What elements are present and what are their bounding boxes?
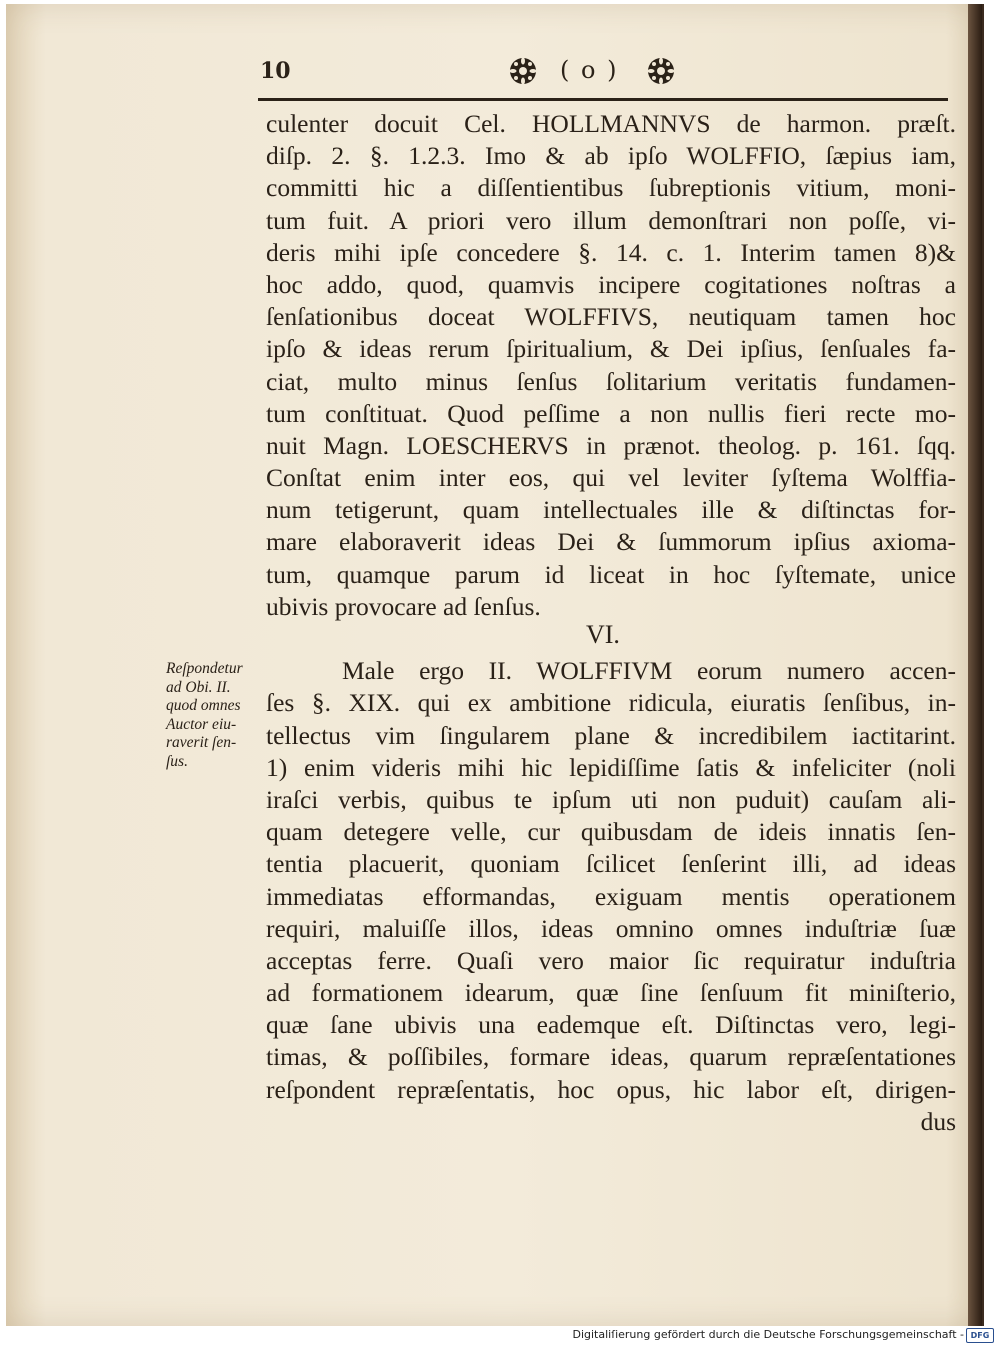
margin-note-line: Auctor eiu- [166, 715, 237, 733]
text-line: culenter docuit Cel. HOLLMANNVS de harmon. præſt. [266, 109, 956, 138]
text-line: committi hic a diſſentientibus ſubreptionis vitium, moni- [266, 173, 956, 203]
section-number: VI. [586, 620, 620, 649]
text-line: ſenſationibus doceat WOLFFIVS, neutiquam tamen hoc [266, 302, 956, 332]
signature-mark: ( o ) [560, 56, 619, 84]
margin-note [166, 660, 266, 771]
page-number: 10 [260, 58, 291, 84]
footer-credit: Digitaliſierung gefördert durch die Deutsche Forschungsgemeinschaft - [572, 1328, 964, 1341]
margin-note-line: ad Obi. II. [166, 678, 231, 696]
text-line: 1) enim videris mihi hic lepidiſſime ſatis & infeliciter (noli [266, 752, 956, 782]
text-line: tellectus vim ſingularem plane & incredibilem iactitarint. [266, 720, 956, 750]
text-line: ad formationem idearum, quæ ſine ſenſuum fit miniſterio, [266, 978, 956, 1008]
text-line: tentia placuerit, quoniam ſcilicet ſenſerint illi, ad ideas [266, 849, 956, 879]
text-line: quæ ſane ubivis una eademque eſt. Diſtinctas vero, legi- [266, 1010, 956, 1040]
paragraph-after [266, 655, 956, 1138]
header-rule [258, 98, 948, 101]
text-line: mare elaboraverit ideas Dei & ſummorum ipſius axioma- [266, 527, 956, 557]
margin-note-line: Reſpondetur [166, 660, 243, 677]
text-line: tum, quamque parum id liceat in hoc ſyſtemate, unice [266, 559, 956, 589]
text-line: ciat, multo minus ſenſus ſolitarium veritatis fundamen- [266, 366, 956, 396]
text-line: requiri, maluiſſe illos, ideas omnino omnes induſtriæ ſuæ [266, 913, 956, 943]
text-line: Male ergo II. WOLFFIVM eorum numero accen- [342, 656, 956, 686]
flower-ornament-icon [508, 56, 538, 86]
margin-note-line: ſus. [166, 752, 188, 770]
text-line: num tetigerunt, quam intellectuales ille & diſtinctas for- [266, 495, 956, 525]
text-line: tum conſtituat. Quod peſſime a non nullis fieri recte mo- [266, 398, 956, 428]
dfg-logo-icon: DFG [966, 1328, 994, 1343]
text-line: immediatas efformandas, exiguam mentis operationem [266, 881, 956, 911]
text-line: tum fuit. A priori vero illum demonſtrari non poſſe, vi- [266, 205, 956, 235]
text-line: diſp. 2. §. 1.2.3. Imo & ab ipſo WOLFFIO, ſæpius iam, [266, 141, 956, 171]
text-line: ſes §. XIX. qui ex ambitione ridicula, eiuratis ſenſibus, in- [266, 688, 956, 718]
catchword: dus [920, 1106, 956, 1136]
text-line: reſpondent repræſentatis, hoc opus, hic labor eſt, dirigen- [266, 1074, 956, 1104]
margin-note-line: quod omnes [166, 697, 241, 714]
text-line: hoc addo, quod, quamvis incipere cogitationes noſtras a [266, 269, 956, 299]
text-line: acceptas ferre. Quaſi vero maior ſic requiratur induſtria [266, 945, 956, 975]
flower-ornament-icon [646, 56, 676, 86]
text-line: deris mihi ipſe concedere §. 14. c. 1. Interim tamen 8)& [266, 237, 956, 267]
paragraph-before [266, 108, 956, 623]
text-line: quam detegere velle, cur quibusdam de ideis innatis ſen- [266, 817, 956, 847]
text-line: Conſtat enim inter eos, qui vel leviter ſyſtema Wolffia- [266, 463, 956, 493]
footer-bar [0, 1326, 1000, 1345]
page-edge-shadow [968, 4, 982, 1334]
text-line: ubivis provocare ad ſenſus. [266, 591, 541, 621]
text-line: ipſo & ideas rerum ſpiritualium, & Dei ipſius, ſenſuales fa- [266, 334, 956, 364]
text-line: timas, & poſſibiles, formare ideas, quarum repræſentationes [266, 1042, 956, 1072]
margin-note-line: raverit ſen- [166, 734, 237, 751]
page-header [258, 54, 948, 88]
text-line: nuit Magn. LOESCHERVS in prænot. theolog. p. 161. ſqq. [266, 430, 956, 460]
text-line: iraſci verbis, quibus te ipſum uti non puduit) cauſam ali- [266, 784, 956, 814]
